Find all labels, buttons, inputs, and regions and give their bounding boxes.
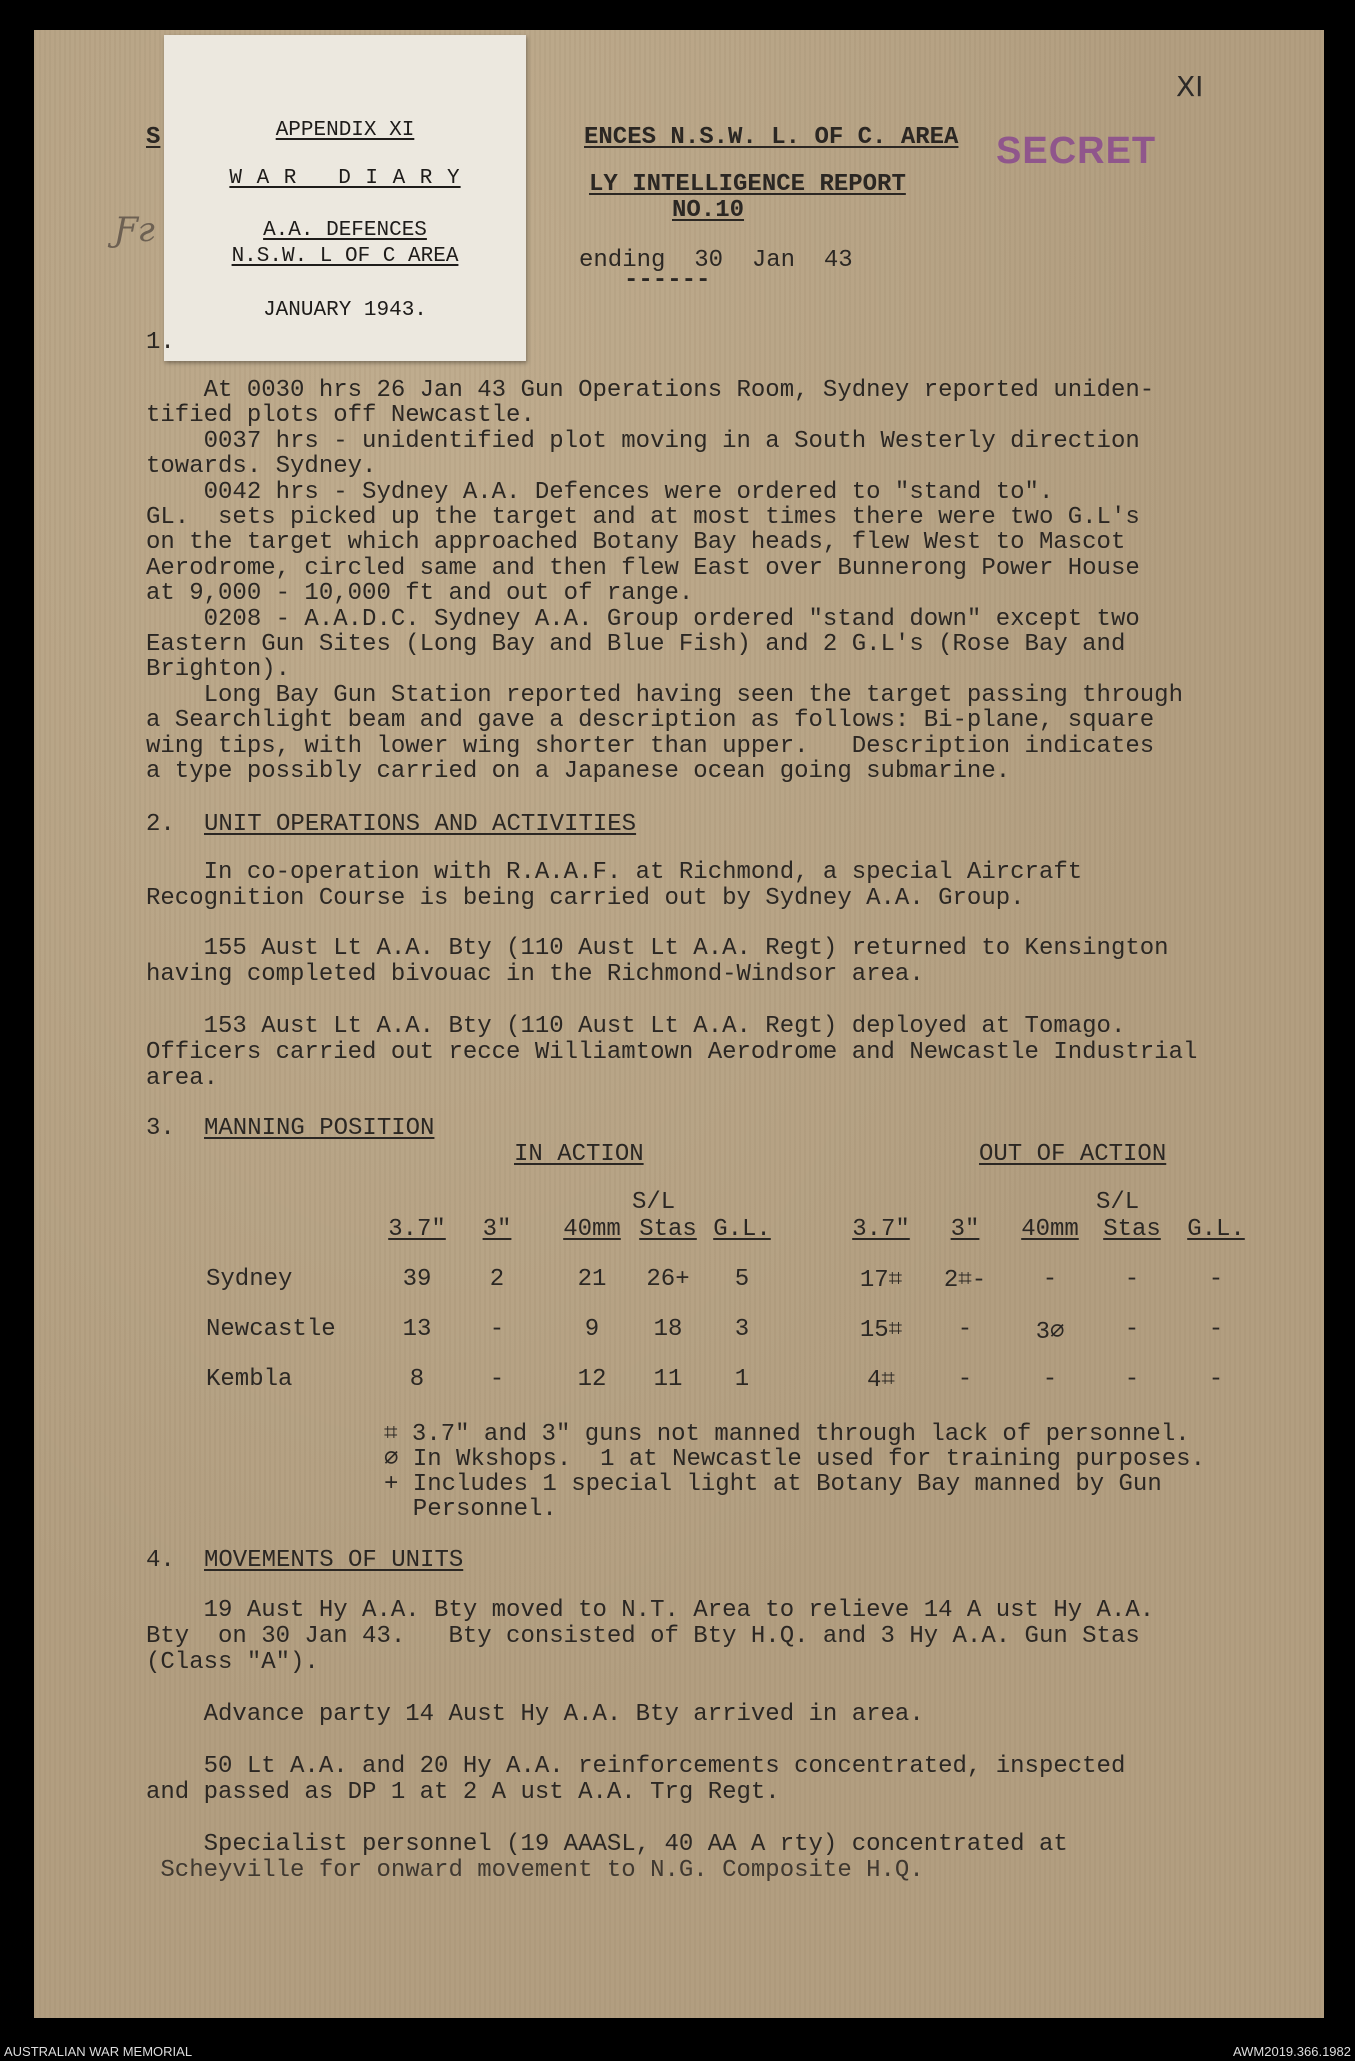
section1-line: Eastern Gun Sites (Long Bay and Blue Fish) and 2 G.L's (Rose Bay and bbox=[146, 631, 1126, 658]
in-sl-top: S/L bbox=[632, 1189, 676, 1216]
section3-heading: MANNING POSITION bbox=[204, 1115, 435, 1142]
section4-p2-l1: Advance party 14 Aust Hy A.A. Bty arrived in area. bbox=[146, 1701, 924, 1728]
table-cell: 18 bbox=[653, 1316, 683, 1343]
column-header: 3" bbox=[950, 1216, 980, 1243]
section1-line: towards. Sydney. bbox=[146, 453, 377, 481]
out-of-action-heading: OUT OF ACTION bbox=[979, 1141, 1167, 1168]
table-cell: - bbox=[1042, 1266, 1058, 1293]
section4-p3-l2: and passed as DP 1 at 2 A ust A.A. Trg Regt. bbox=[146, 1779, 780, 1806]
section1-line: Brighton). bbox=[146, 656, 291, 684]
column-header: Stas bbox=[639, 1216, 697, 1243]
section1-line: at 9,000 - 10,000 ft and out of range. bbox=[146, 580, 694, 608]
table-cell: - bbox=[1124, 1266, 1140, 1293]
in-action-heading: IN ACTION bbox=[514, 1141, 644, 1168]
column-header: 3.7" bbox=[852, 1216, 910, 1243]
table-cell: 13 bbox=[402, 1316, 432, 1343]
table-cell: - bbox=[1124, 1366, 1140, 1393]
out-sl-top: S/L bbox=[1096, 1189, 1140, 1216]
table-cell: 3∅ bbox=[1035, 1319, 1065, 1346]
section4-p1-l2: Bty on 30 Jan 43. Bty consisted of Bty H.Q. and 3 Hy A.A. Gun Stas bbox=[146, 1623, 1140, 1650]
section2-p3-l1: 153 Aust Lt A.A. Bty (110 Aust Lt A.A. Regt) deployed at Tomago. bbox=[146, 1013, 1126, 1040]
section1-line: 0042 hrs - Sydney A.A. Defences were ordered to "stand to". bbox=[146, 478, 1054, 506]
header-report-title: LY INTELLIGENCE REPORT bbox=[589, 171, 906, 198]
section2-p1-l2: Recognition Course is being carried out by Sydney A.A. Group. bbox=[146, 885, 1025, 912]
section4-p4-l2: Scheyville for onward movement to N.G. Composite H.Q. bbox=[146, 1857, 924, 1884]
table-cell: 9 bbox=[584, 1316, 600, 1343]
table-cell: 39 bbox=[402, 1266, 432, 1293]
section1-line: a Searchlight beam and gave a description as follows: Bi-plane, square bbox=[146, 707, 1155, 735]
column-header: 40mm bbox=[563, 1216, 621, 1243]
table-cell: 15⌗ bbox=[859, 1317, 903, 1344]
note-1: ⌗ 3.7" and 3" guns not manned through lack of personnel. bbox=[384, 1421, 1190, 1448]
footer-right: AWM2019.366.1982 bbox=[1232, 2044, 1351, 2059]
table-cell: - bbox=[489, 1366, 505, 1393]
margin-annotation: Ƒг bbox=[114, 210, 155, 250]
header-report-number: NO.10 bbox=[672, 197, 745, 224]
folio-number: XI bbox=[1176, 70, 1204, 103]
appendix-slip bbox=[164, 35, 526, 361]
table-cell: 21 bbox=[577, 1266, 607, 1293]
header-title-right: ENCES N.S.W. L. OF C. AREA bbox=[584, 124, 959, 151]
section2-p2-l1: 155 Aust Lt A.A. Bty (110 Aust Lt A.A. Regt) returned to Kensington bbox=[146, 935, 1169, 962]
table-cell: 11 bbox=[653, 1366, 683, 1393]
table-cell: - bbox=[1208, 1316, 1224, 1343]
note-2: ∅ In Wkshops. 1 at Newcastle used for training purposes. bbox=[384, 1446, 1205, 1473]
table-cell: 3 bbox=[734, 1316, 750, 1343]
section2-number: 2. bbox=[146, 811, 175, 838]
section1-line: a type possibly carried on a Japanese ocean going submarine. bbox=[146, 758, 1011, 785]
table-cell: 8 bbox=[409, 1366, 425, 1393]
column-header: Stas bbox=[1103, 1216, 1161, 1243]
header-week-ending: ending 30 Jan 43 bbox=[579, 247, 853, 274]
table-cell: 26+ bbox=[646, 1266, 690, 1293]
column-header: 40mm bbox=[1021, 1216, 1079, 1243]
table-cell: - bbox=[1208, 1366, 1224, 1393]
slip-appendix: APPENDIX XI bbox=[275, 119, 415, 142]
table-cell: - bbox=[1124, 1316, 1140, 1343]
secret-stamp: SECRET bbox=[996, 130, 1157, 172]
slip-month: JANUARY 1943. bbox=[263, 299, 427, 322]
section4-p1-l1: 19 Aust Hy A.A. Bty moved to N.T. Area to relieve 14 A ust Hy A.A. bbox=[146, 1597, 1155, 1624]
table-cell: 17⌗ bbox=[859, 1267, 903, 1294]
table-cell: - bbox=[957, 1316, 973, 1343]
table-cell: 2⌗- bbox=[943, 1267, 987, 1294]
column-header: 3.7" bbox=[388, 1216, 446, 1243]
table-cell: 2 bbox=[489, 1266, 505, 1293]
table-cell: 12 bbox=[577, 1366, 607, 1393]
table-cell: - bbox=[1042, 1366, 1058, 1393]
note-3: + Includes 1 special light at Botany Bay manned by Gun bbox=[384, 1471, 1162, 1498]
section3-number: 3. bbox=[146, 1115, 175, 1142]
section1-line: 0037 hrs - unidentified plot moving in a South Westerly direction bbox=[146, 427, 1140, 455]
section1-line: 0208 - A.A.D.C. Sydney A.A. Group ordered "stand down" except two bbox=[146, 605, 1140, 633]
header-title-left: S bbox=[146, 124, 161, 151]
table-cell: - bbox=[1208, 1266, 1224, 1293]
section2-p3-l3: area. bbox=[146, 1065, 219, 1092]
slip-unit-line1: A.A. DEFENCES bbox=[263, 219, 427, 242]
row-label: Sydney bbox=[206, 1266, 293, 1293]
table-cell: 5 bbox=[734, 1266, 750, 1293]
section2-p2-l2: having completed bivouac in the Richmond-Windsor area. bbox=[146, 961, 924, 988]
table-cell: 4⌗ bbox=[867, 1367, 895, 1394]
row-label: Newcastle bbox=[206, 1316, 336, 1343]
row-label: Kembla bbox=[206, 1366, 293, 1393]
section4-heading: MOVEMENTS OF UNITS bbox=[204, 1547, 464, 1574]
document-page bbox=[34, 30, 1324, 2018]
column-header: G.L. bbox=[1187, 1216, 1245, 1243]
section2-heading: UNIT OPERATIONS AND ACTIVITIES bbox=[204, 811, 637, 838]
slip-war-diary: W A R D I A R Y bbox=[229, 167, 461, 190]
section2-p1-l1: In co-operation with R.A.A.F. at Richmond, a special Aircraft bbox=[146, 859, 1083, 886]
section4-p4-l1: Specialist personnel (19 AAASL, 40 AA A rty) concentrated at bbox=[146, 1831, 1068, 1858]
section1-line: GL. sets picked up the target and at most times there were two G.L's bbox=[146, 504, 1140, 531]
note-4: Personnel. bbox=[384, 1496, 557, 1523]
table-cell: - bbox=[957, 1366, 973, 1393]
header-dashes: ------ bbox=[624, 267, 711, 294]
section1-line: Long Bay Gun Station reported having seen the target passing through bbox=[146, 681, 1183, 709]
section4-p3-l1: 50 Lt A.A. and 20 Hy A.A. reinforcements concentrated, inspected bbox=[146, 1753, 1126, 1780]
section4-p1-l3: (Class "A"). bbox=[146, 1649, 319, 1676]
section1-line: At 0030 hrs 26 Jan 43 Gun Operations Room, Sydney reported uniden- bbox=[146, 377, 1155, 404]
section1-number: 1. bbox=[146, 329, 175, 356]
table-cell: - bbox=[489, 1316, 505, 1343]
column-header: 3" bbox=[482, 1216, 512, 1243]
column-header: G.L. bbox=[713, 1216, 771, 1243]
section4-number: 4. bbox=[146, 1547, 175, 1574]
footer-left: AUSTRALIAN WAR MEMORIAL bbox=[4, 2044, 193, 2059]
section1-line: wing tips, with lower wing shorter than upper. Description indicates bbox=[146, 732, 1155, 760]
slip-unit-line2: N.S.W. L OF C AREA bbox=[231, 245, 459, 268]
section1-line: Aerodrome, circled same and then flew East over Bunnerong Power House bbox=[146, 554, 1140, 582]
section1-line: tified plots off Newcastle. bbox=[146, 402, 535, 430]
table-cell: 1 bbox=[734, 1366, 750, 1393]
section2-p3-l2: Officers carried out recce Williamtown Aerodrome and Newcastle Industrial bbox=[146, 1039, 1198, 1066]
section1-line: on the target which approached Botany Bay heads, flew West to Mascot bbox=[146, 529, 1126, 557]
